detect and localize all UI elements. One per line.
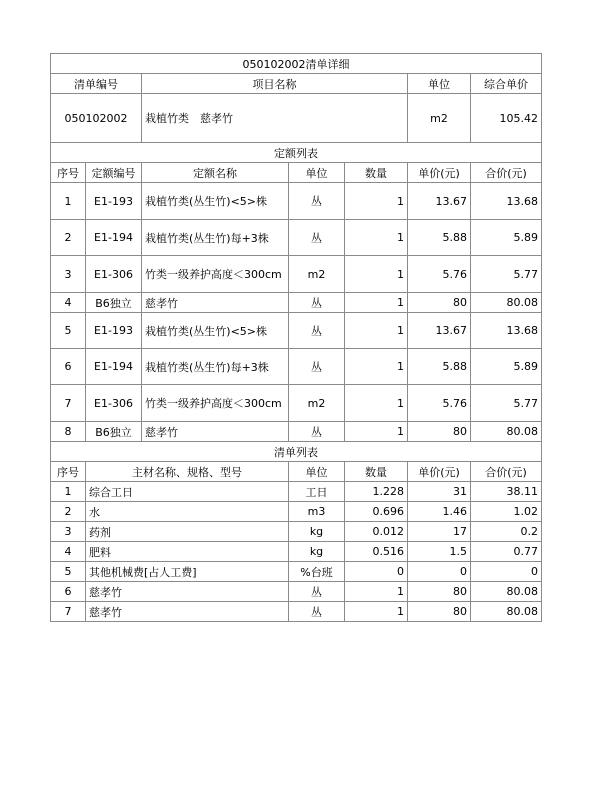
row-number: 2	[51, 220, 86, 256]
material-unit: 丛	[289, 602, 345, 622]
item-name: 栽植竹类 慈孝竹	[142, 94, 408, 143]
quota-quantity: 1	[345, 256, 408, 293]
quota-unit: 丛	[289, 183, 345, 220]
material-quantity: 1.228	[345, 482, 408, 502]
unit-header: 单位	[408, 74, 471, 94]
material-unit-price: 80	[408, 582, 471, 602]
item-unit: m2	[408, 94, 471, 143]
row-number: 1	[51, 183, 86, 220]
material-name: 药剂	[86, 522, 289, 542]
material-total-price: 80.08	[471, 582, 542, 602]
quota-code: E1-306	[86, 385, 142, 422]
quota-total-price: 13.68	[471, 313, 542, 349]
quota-row	[51, 313, 542, 349]
quota-total-price: 13.68	[471, 183, 542, 220]
column-header: 定额编号	[86, 163, 142, 183]
material-unit: m3	[289, 502, 345, 522]
material-unit: kg	[289, 542, 345, 562]
column-header: 合价(元)	[471, 462, 542, 482]
material-unit-price: 1.5	[408, 542, 471, 562]
material-total-price: 0.2	[471, 522, 542, 542]
quota-name: 竹类一级养护高度＜300cm	[142, 385, 289, 422]
price-header: 综合单价	[471, 74, 542, 94]
material-quantity: 0.012	[345, 522, 408, 542]
quota-unit-price: 13.67	[408, 313, 471, 349]
quota-total-price: 5.77	[471, 385, 542, 422]
material-quantity: 0	[345, 562, 408, 582]
bill-detail-table	[50, 53, 542, 622]
row-number: 7	[51, 602, 86, 622]
item-header-row	[51, 74, 542, 94]
quota-quantity: 1	[345, 183, 408, 220]
name-header: 项目名称	[142, 74, 408, 94]
quota-row	[51, 293, 542, 313]
row-number: 5	[51, 562, 86, 582]
quota-unit-price: 5.76	[408, 385, 471, 422]
material-unit-price: 80	[408, 602, 471, 622]
quota-unit-price: 5.76	[408, 256, 471, 293]
material-name: 肥料	[86, 542, 289, 562]
quota-code: B6独立	[86, 293, 142, 313]
quota-name: 栽植竹类(丛生竹)每+3株	[142, 220, 289, 256]
column-header: 单价(元)	[408, 462, 471, 482]
column-header: 单价(元)	[408, 163, 471, 183]
quota-total-price: 80.08	[471, 293, 542, 313]
quota-unit: 丛	[289, 293, 345, 313]
material-row	[51, 482, 542, 502]
quota-row	[51, 385, 542, 422]
code-header: 清单编号	[51, 74, 142, 94]
item-code: 050102002	[51, 94, 142, 143]
material-unit: 工日	[289, 482, 345, 502]
quota-name: 竹类一级养护高度＜300cm	[142, 256, 289, 293]
quota-code: E1-193	[86, 183, 142, 220]
quota-code: E1-193	[86, 313, 142, 349]
quota-code: E1-194	[86, 220, 142, 256]
material-unit-price: 31	[408, 482, 471, 502]
material-name: 其他机械费[占人工费]	[86, 562, 289, 582]
material-total-price: 38.11	[471, 482, 542, 502]
quota-name: 栽植竹类(丛生竹)<5>株	[142, 313, 289, 349]
column-header: 数量	[345, 462, 408, 482]
quota-unit-price: 80	[408, 293, 471, 313]
material-unit-price: 1.46	[408, 502, 471, 522]
material-row	[51, 602, 542, 622]
material-section-title: 清单列表	[51, 442, 542, 462]
quota-unit-price: 5.88	[408, 349, 471, 385]
material-unit-price: 17	[408, 522, 471, 542]
row-number: 3	[51, 522, 86, 542]
material-total-price: 0.77	[471, 542, 542, 562]
row-number: 8	[51, 422, 86, 442]
quota-row	[51, 256, 542, 293]
row-number: 3	[51, 256, 86, 293]
row-number: 7	[51, 385, 86, 422]
table-title-row	[51, 54, 542, 74]
quota-quantity: 1	[345, 313, 408, 349]
material-quantity: 0.516	[345, 542, 408, 562]
material-name: 慈孝竹	[86, 602, 289, 622]
row-number: 2	[51, 502, 86, 522]
material-name: 综合工日	[86, 482, 289, 502]
material-total-price: 80.08	[471, 602, 542, 622]
quota-row	[51, 183, 542, 220]
item-price: 105.42	[471, 94, 542, 143]
column-header: 序号	[51, 163, 86, 183]
quota-total-price: 5.89	[471, 220, 542, 256]
quota-unit: 丛	[289, 313, 345, 349]
row-number: 6	[51, 349, 86, 385]
material-column-header-row	[51, 462, 542, 482]
quota-quantity: 1	[345, 385, 408, 422]
material-unit: kg	[289, 522, 345, 542]
material-total-price: 0	[471, 562, 542, 582]
quota-code: E1-194	[86, 349, 142, 385]
quota-row	[51, 349, 542, 385]
quota-unit-price: 13.67	[408, 183, 471, 220]
row-number: 4	[51, 542, 86, 562]
material-quantity: 0.696	[345, 502, 408, 522]
column-header: 序号	[51, 462, 86, 482]
quota-name: 栽植竹类(丛生竹)<5>株	[142, 183, 289, 220]
material-unit-price: 0	[408, 562, 471, 582]
quota-section-title: 定额列表	[51, 143, 542, 163]
row-number: 1	[51, 482, 86, 502]
quota-row	[51, 220, 542, 256]
material-total-price: 1.02	[471, 502, 542, 522]
material-name: 慈孝竹	[86, 582, 289, 602]
quota-row	[51, 422, 542, 442]
item-row	[51, 94, 542, 143]
quota-name: 栽植竹类(丛生竹)每+3株	[142, 349, 289, 385]
quota-unit: 丛	[289, 422, 345, 442]
material-row	[51, 502, 542, 522]
column-header: 单位	[289, 163, 345, 183]
quota-code: B6独立	[86, 422, 142, 442]
material-quantity: 1	[345, 602, 408, 622]
material-row	[51, 562, 542, 582]
column-header: 主材名称、规格、型号	[86, 462, 289, 482]
table-title: 050102002清单详细	[51, 54, 542, 74]
quota-quantity: 1	[345, 422, 408, 442]
quota-unit-price: 80	[408, 422, 471, 442]
quota-column-header-row	[51, 163, 542, 183]
material-quantity: 1	[345, 582, 408, 602]
quota-name: 慈孝竹	[142, 422, 289, 442]
column-header: 合价(元)	[471, 163, 542, 183]
quota-quantity: 1	[345, 349, 408, 385]
row-number: 6	[51, 582, 86, 602]
material-section-title-row	[51, 442, 542, 462]
quota-name: 慈孝竹	[142, 293, 289, 313]
material-unit: %台班	[289, 562, 345, 582]
quota-total-price: 5.77	[471, 256, 542, 293]
material-name: 水	[86, 502, 289, 522]
quota-quantity: 1	[345, 220, 408, 256]
quota-total-price: 5.89	[471, 349, 542, 385]
quota-unit: m2	[289, 385, 345, 422]
row-number: 5	[51, 313, 86, 349]
column-header: 定额名称	[142, 163, 289, 183]
quota-total-price: 80.08	[471, 422, 542, 442]
material-unit: 丛	[289, 582, 345, 602]
column-header: 单位	[289, 462, 345, 482]
quota-unit-price: 5.88	[408, 220, 471, 256]
quota-unit: 丛	[289, 349, 345, 385]
column-header: 数量	[345, 163, 408, 183]
material-row	[51, 522, 542, 542]
quota-section-title-row	[51, 143, 542, 163]
quota-quantity: 1	[345, 293, 408, 313]
quota-unit: m2	[289, 256, 345, 293]
material-row	[51, 582, 542, 602]
quota-unit: 丛	[289, 220, 345, 256]
quota-code: E1-306	[86, 256, 142, 293]
row-number: 4	[51, 293, 86, 313]
material-row	[51, 542, 542, 562]
